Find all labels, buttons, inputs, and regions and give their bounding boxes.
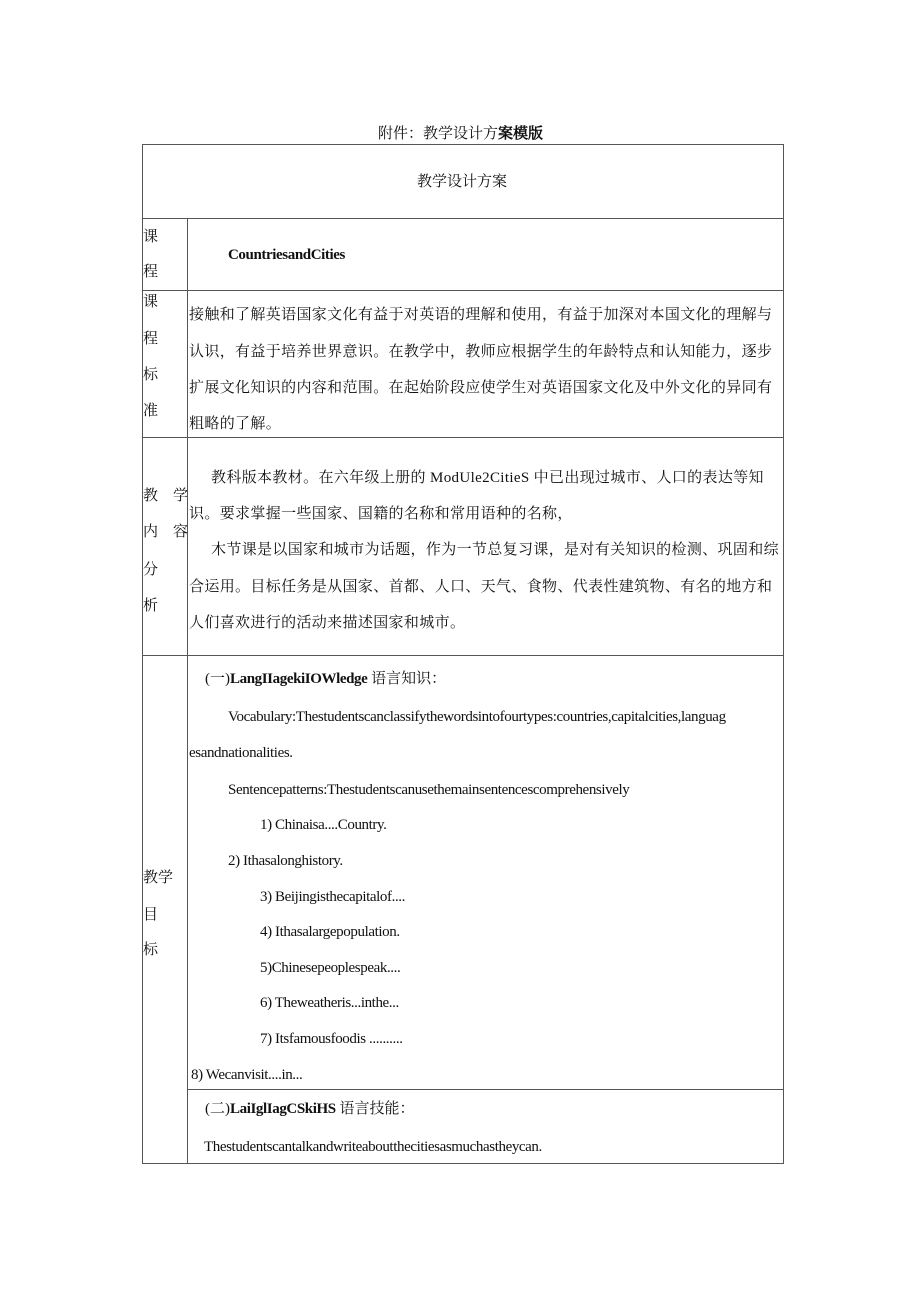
standard-text-line: 接触和了解英语国家文化有益于对英语的理解和使用，有益于加深对本国文化的理解与	[189, 307, 773, 323]
standard-text-line: 粗略的了解。	[189, 416, 282, 432]
standard-label: 程	[143, 331, 159, 347]
row-divider	[142, 290, 784, 291]
sentence-item: 6) Theweatheris...inthe...	[260, 995, 399, 1011]
table-title: 教学设计方案	[417, 174, 508, 190]
row-divider	[142, 218, 784, 219]
row-divider	[187, 1089, 784, 1090]
row-divider	[142, 655, 784, 656]
course-label: 课	[143, 229, 159, 245]
analysis-label: 分	[143, 562, 159, 578]
sentence-item: 8) Wecanvisit....in...	[191, 1067, 303, 1083]
sentence-item: 4) Ithasalargepopulation.	[260, 924, 400, 940]
course-label: 程	[143, 264, 159, 280]
sentence-item: 7) Itsfamousfoodis ..........	[260, 1031, 403, 1047]
row-divider	[142, 437, 784, 438]
column-divider	[187, 218, 188, 1163]
attachment-title-bold: 案模版	[498, 126, 544, 142]
analysis-text-line: 教科版本教材。在六年级上册的 ModUle2CitieS 中已出现过城市、人口的表达等知	[211, 470, 764, 486]
vocabulary-line: Vocabulary:Thestudentscanclassifythewordsintofourtypes:countries,capitalcities,languag	[228, 709, 726, 725]
knowledge-heading	[205, 669, 446, 689]
standard-label: 标	[143, 367, 159, 383]
standard-label: 课	[143, 294, 159, 310]
analysis-text-line: 识。要求掌握一些国家、国籍的名称和常用语种的名称，	[189, 506, 573, 522]
vocabulary-line: esandnationalities.	[189, 745, 293, 761]
analysis-text-line: 木节课是以国家和城市为话题，作为一节总复习课，是对有关知识的检测、巩固和综	[211, 542, 779, 558]
sentence-item: 3) Beijingisthecapitalof....	[260, 889, 406, 905]
analysis-label: 析	[143, 598, 159, 614]
standard-label: 准	[143, 403, 159, 419]
skills-suffix: 语言技能：	[335, 1101, 415, 1117]
knowledge-prefix: (一)	[205, 671, 230, 687]
sentence-item: 5)Chinesepeoplespeak....	[260, 960, 401, 976]
knowledge-title: LangIIagekiIOWledge	[230, 671, 368, 687]
standard-text-line: 扩展文化知识的内容和范围。在起始阶段应使学生对英语国家文化及中外文化的异同有	[189, 380, 773, 396]
attachment-title-text: 附件：教学设计方	[378, 126, 499, 142]
patterns-line: Sentencepatterns:Thestudentscanusethemainsentencescomprehensively	[228, 782, 630, 798]
analysis-label: 教 学	[143, 488, 189, 504]
skills-heading	[205, 1099, 414, 1119]
table-border-bottom	[142, 1163, 784, 1164]
course-title: CountriesandCities	[228, 247, 345, 263]
objectives-label: 教学	[143, 870, 174, 886]
standard-text-line: 认识，有益于培养世界意识。在教学中，教师应根据学生的年龄特点和认知能力，逐步	[189, 344, 773, 360]
analysis-text-line: 人们喜欢进行的活动来描述国家和城市。	[189, 615, 466, 631]
objectives-label: 标	[143, 942, 159, 958]
table-border-top	[142, 144, 784, 145]
skills-title: LaiIglIagCSkiHS	[230, 1101, 336, 1117]
analysis-text-line: 合运用。目标任务是从国家、首都、人口、天气、食物、代表性建筑物、有名的地方和	[189, 579, 773, 595]
sentence-item: 1) Chinaisa....Country.	[260, 817, 387, 833]
knowledge-suffix: 语言知识：	[367, 671, 447, 687]
attachment-title	[378, 124, 543, 144]
skills-line: Thestudentscantalkandwriteaboutthecitiesasmuchastheycan.	[204, 1139, 542, 1155]
objectives-label: 目	[143, 907, 159, 923]
sentence-item: 2) Ithasalonghistory.	[228, 853, 343, 869]
table-border-right	[783, 144, 784, 1164]
skills-prefix: (二)	[205, 1101, 230, 1117]
analysis-label: 内 容	[143, 524, 189, 540]
